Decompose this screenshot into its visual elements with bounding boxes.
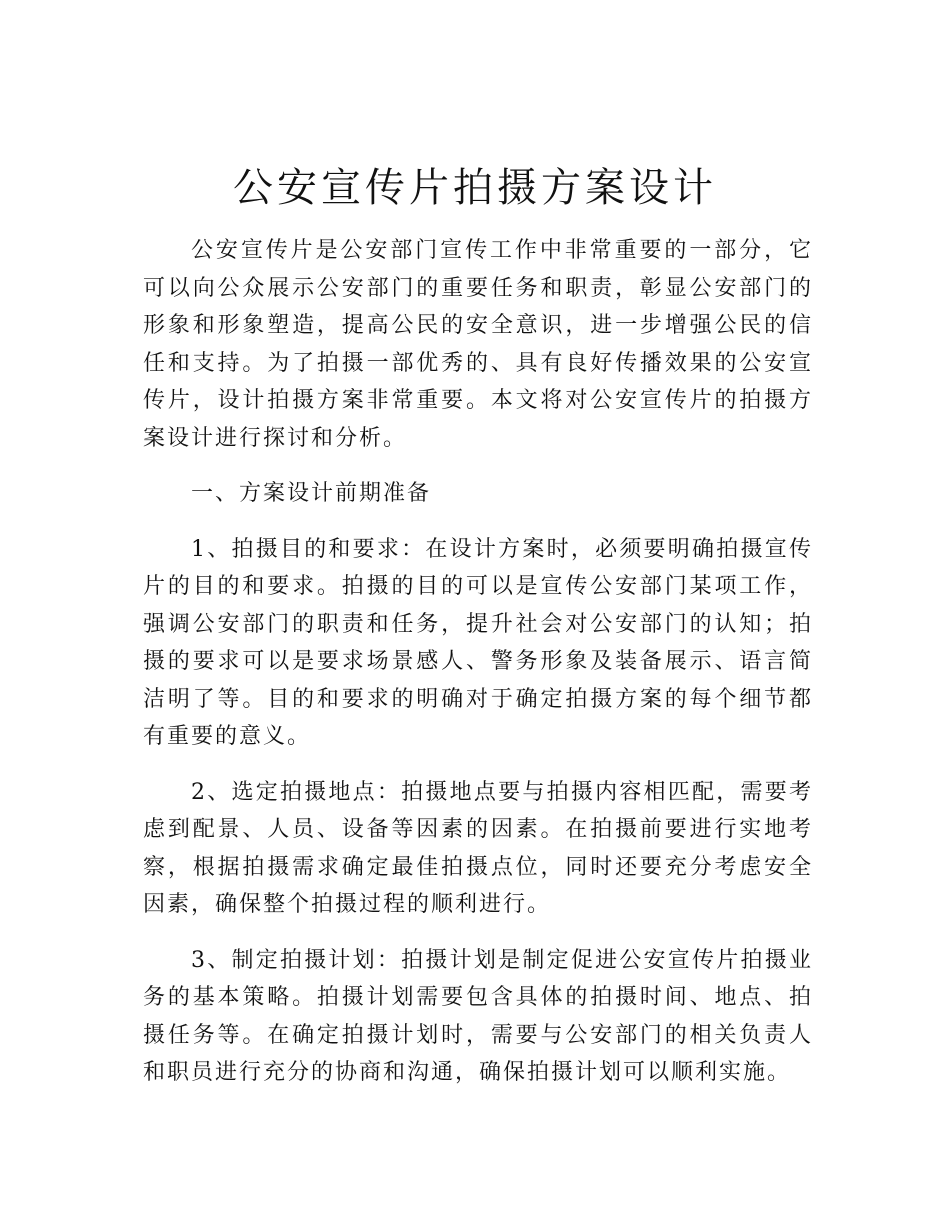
document-title: 公安宣传片拍摄方案设计 — [233, 165, 717, 211]
intro-paragraph: 公安宣传片是公安部门宣传工作中非常重要的一部分，它可以向公众展示公安部门的重要任务和职责，彰显公安部门的形象和形象塑造，提高公民的安全意识，进一步增强公民的信任和支持。为了拍摄一部优秀的、具有良好传播效果的公安宣传片，设计拍摄方案非常重要。本文将对公安宣传片的拍摄方案设计进行探讨和分析。 — [143, 238, 813, 451]
section-heading-preparation: 一、方案设计前期准备 — [191, 481, 432, 506]
paragraph-shooting-plan: 3、制定拍摄计划：拍摄计划是制定促进公安宣传片拍摄业务的基本策略。拍摄计划需要包含具体的拍摄时间、地点、拍摄任务等。在确定拍摄计划时，需要与公安部门的相关负责人和职员进行充分的协商和沟通，确保拍摄计划可以顺利实施。 — [143, 947, 813, 1085]
paragraph-shooting-location: 2、选定拍摄地点：拍摄地点要与拍摄内容相匹配，需要考虑到配景、人员、设备等因素的因素。在拍摄前要进行实地考察，根据拍摄需求确定最佳拍摄点位，同时还要充分考虑安全因素，确保整个拍摄过程的顺利进行。 — [143, 779, 813, 917]
document-body — [143, 232, 813, 1092]
paragraph-purpose-requirements: 1、拍摄目的和要求：在设计方案时，必须要明确拍摄宣传片的目的和要求。拍摄的目的可以是宣传公安部门某项工作，强调公安部门的职责和任务，提升社会对公安部门的认知；拍摄的要求可以是要求场景感人、警务形象及装备展示、语言简洁明了等。目的和要求的明确对于确定拍摄方案的每个细节都有重要的意义。 — [143, 536, 813, 749]
